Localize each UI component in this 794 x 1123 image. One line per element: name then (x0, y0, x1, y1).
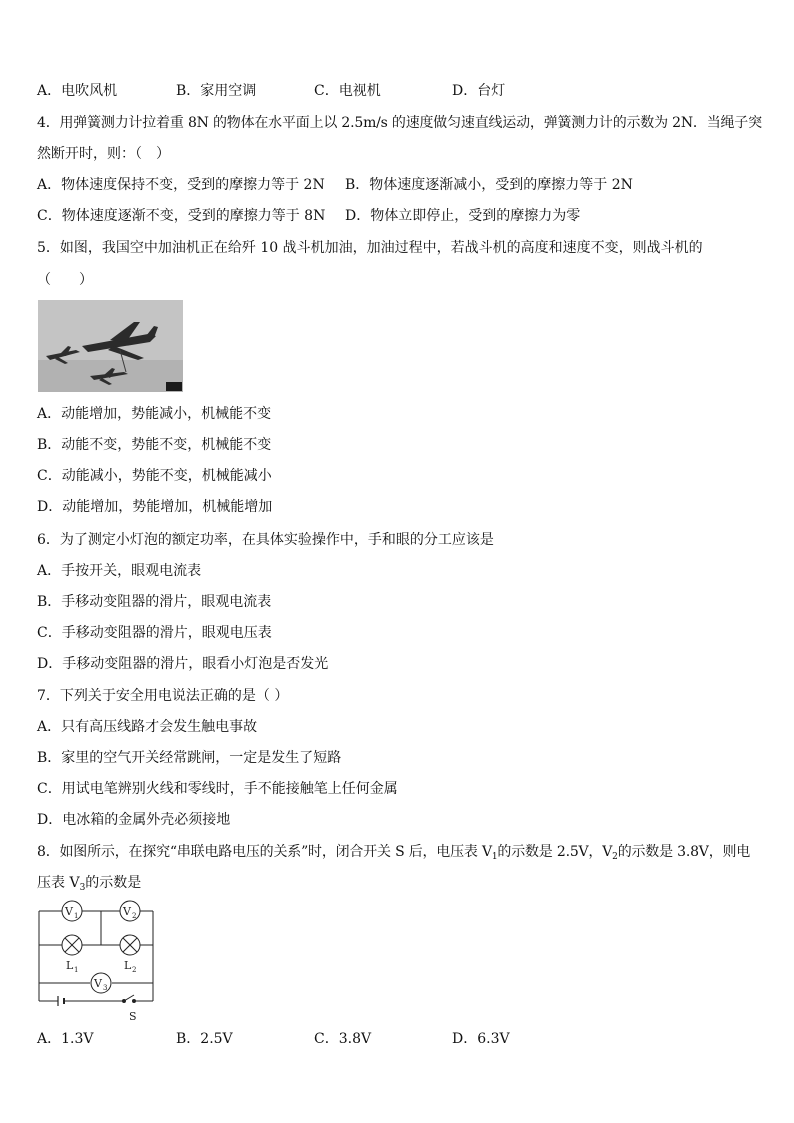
q8-stem-line2 (37, 873, 141, 898)
q8-stem-text-e: 的示数是 (85, 875, 142, 891)
lamp-l1-label: L (66, 959, 74, 972)
q6-option-c: C．手移动变阻器的滑片，眼观电压表 (37, 625, 272, 641)
switch-icon (123, 995, 137, 1023)
q5-option-c: C．动能减小，势能不变，机械能减小 (37, 468, 272, 484)
q8-stem-sub-1: 1 (491, 852, 498, 862)
q4-option-a: A．物体速度保持不变，受到的摩擦力等于 2N (37, 177, 325, 193)
q5-option-a: A．动能增加，势能减小，机械能不变 (37, 406, 272, 422)
series-circuit-diagram (36, 900, 161, 1025)
voltmeter-v2-label: V (123, 905, 131, 918)
q8-option-d: D．6.3V (452, 1031, 510, 1047)
voltmeter-v2-sub: 2 (132, 912, 137, 920)
q3-option-d: D．台灯 (452, 83, 506, 99)
q8-stem-line1 (37, 842, 750, 867)
q8-stem-text-d: 压表 V (37, 875, 80, 891)
q5-stem-line2: （ ） (37, 272, 93, 288)
voltmeter-v1-sub: 1 (74, 912, 79, 920)
q3-option-c: C．电视机 (314, 83, 381, 99)
q7-option-d: D．电冰箱的金属外壳必须接地 (37, 812, 231, 828)
q8-option-c: C．3.8V (314, 1031, 372, 1047)
q3-option-b: B．家用空调 (176, 83, 257, 99)
q6-option-b: B．手移动变阻器的滑片，眼观电流表 (37, 594, 272, 610)
q4-option-b: B．物体速度逐渐减小，受到的摩擦力等于 2N (345, 177, 633, 193)
voltmeter-v2-icon (120, 901, 140, 921)
voltmeter-v3-label: V (94, 977, 102, 990)
lamp-l1-sub: 1 (74, 966, 79, 974)
q8-stem-text-a: 8．如图所示，在探究“串联电路电压的关系”时，闭合开关 S 后，电压表 V (37, 844, 492, 860)
q6-option-d: D．手移动变阻器的滑片，眼看小灯泡是否发光 (37, 656, 329, 672)
lamp-l2-icon (120, 935, 140, 974)
q3-option-a: A．电吹风机 (37, 83, 118, 99)
q4-stem-line2: 然断开时，则：（ ） (37, 146, 170, 162)
q5-option-d: D．动能增加，势能增加，机械能增加 (37, 499, 273, 515)
q8-stem-text-c: 的示数是 3.8V，则电 (617, 844, 751, 860)
battery-icon (58, 996, 64, 1006)
q8-stem-sub-2: 2 (612, 852, 618, 862)
q5-option-b: B．动能不变，势能不变，机械能不变 (37, 437, 272, 453)
lamp-l1-icon (62, 935, 82, 974)
aircraft-illustration (38, 300, 183, 392)
q4-option-d: D．物体立即停止，受到的摩擦力为零 (345, 208, 581, 224)
lamp-l2-sub: 2 (132, 966, 137, 974)
voltmeter-v3-sub: 3 (103, 984, 108, 992)
q7-option-a: A．只有高压线路才会发生触电事故 (37, 719, 258, 735)
q8-option-a: A．1.3V (37, 1031, 94, 1047)
q4-stem-line1: 4．用弹簧测力计拉着重 8N 的物体在水平面上以 2.5m/s 的速度做匀速直线运动，弹簧测力计的示数为 2N．当绳子突 (37, 115, 762, 131)
q8-stem-text-b: 的示数是 2.5V，V (497, 844, 613, 860)
q5-stem-line1: 5．如图，我国空中加油机正在给歼 10 战斗机加油，加油过程中，若战斗机的高度和速度不变，则战斗机的 (37, 240, 703, 256)
q7-option-b: B．家里的空气开关经常跳闸，一定是发生了短路 (37, 750, 342, 766)
q8-option-b: B．2.5V (176, 1031, 233, 1047)
refueling-aircraft-photo (38, 300, 183, 392)
q8-stem-sub-3: 3 (79, 883, 86, 893)
q7-option-c: C．用试电笔辨别火线和零线时，手不能接触笔上任何金属 (37, 781, 398, 797)
voltmeter-v3-icon (91, 973, 111, 993)
voltmeter-v1-label: V (65, 905, 73, 918)
voltmeter-v1-icon (62, 901, 82, 921)
q7-stem: 7．下列关于安全用电说法正确的是（ ） (37, 688, 289, 704)
q4-option-c: C．物体速度逐渐不变，受到的摩擦力等于 8N (37, 208, 326, 224)
lamp-l2-label: L (124, 959, 132, 972)
q6-option-a: A．手按开关，眼观电流表 (37, 563, 202, 579)
switch-label: S (129, 1010, 137, 1023)
q6-stem: 6．为了测定小灯泡的额定功率，在具体实验操作中，手和眼的分工应该是 (37, 532, 494, 548)
